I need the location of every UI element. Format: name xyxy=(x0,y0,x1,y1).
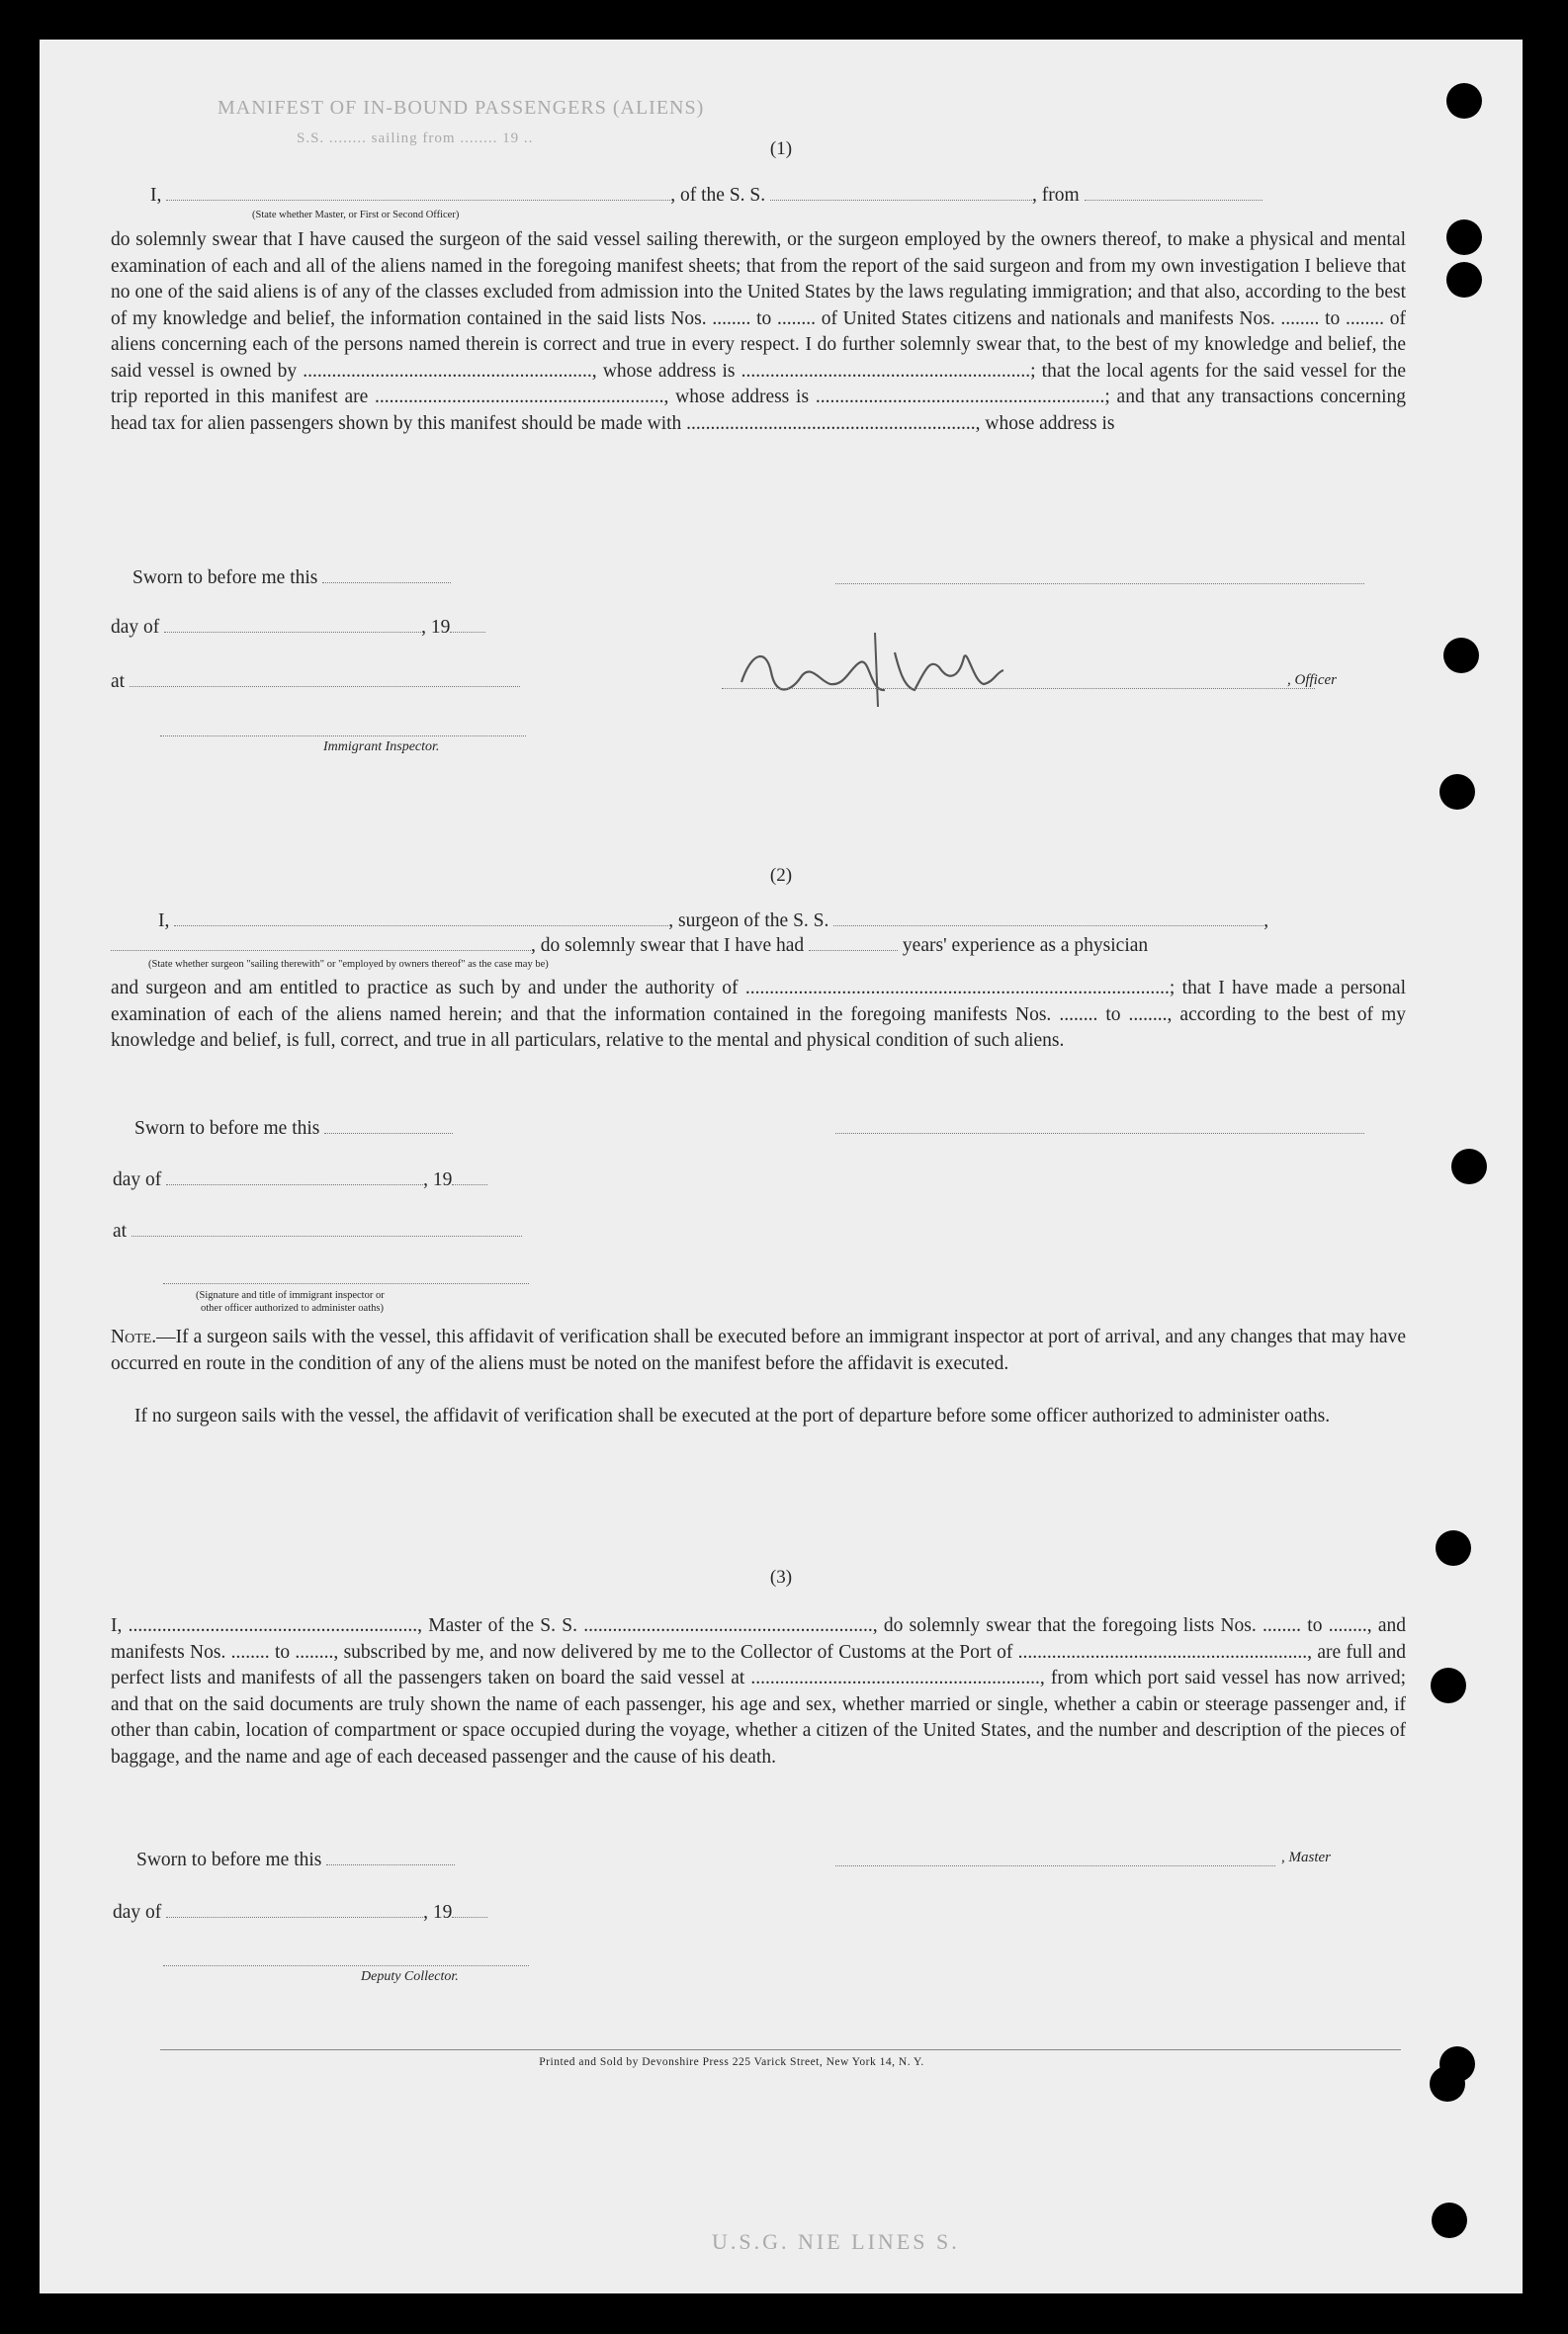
year-label: , 19 xyxy=(421,617,451,638)
note-text: —If a surgeon sails with the vessel, this affidavit of verification shall be executed before an immigrant inspector at port of arrival, and any changes that may have occurred en route in the condition of any of the aliens must be noted on the manifest before the affidavit is executed. xyxy=(111,1327,1406,1374)
faint-header xyxy=(218,97,704,120)
sworn-label: Sworn to before me this xyxy=(132,567,318,588)
s2-year-label: , 19 xyxy=(423,1169,453,1190)
surgeon-status-field[interactable] xyxy=(111,934,531,951)
sworn-line-1 xyxy=(132,566,451,589)
note-label: Note. xyxy=(111,1327,157,1347)
binder-hole-1 xyxy=(1446,83,1482,119)
master-label: , Master xyxy=(1281,1850,1331,1865)
ship-name-field[interactable] xyxy=(770,184,1032,201)
binder-hole-8 xyxy=(1431,1668,1466,1703)
s2-month-field[interactable] xyxy=(166,1168,423,1185)
binder-hole-5 xyxy=(1439,774,1475,810)
binder-hole-10 xyxy=(1430,2066,1465,2102)
at-place-field[interactable] xyxy=(130,670,520,687)
sworn-line-2 xyxy=(134,1117,453,1140)
at-label: at xyxy=(111,671,126,692)
s2-ship-name-field[interactable] xyxy=(833,909,1263,926)
footer-rule xyxy=(160,2049,1401,2050)
officer-label: , Officer xyxy=(1287,672,1337,688)
note-text-2: If no surgeon sails with the vessel, the affidavit of verification shall be executed at the port of departure before some officer authorized to administer oaths. xyxy=(134,1406,1331,1426)
s2-mid: , surgeon of the S. S. xyxy=(668,910,829,931)
officer-name-field[interactable] xyxy=(166,184,670,201)
deputy-signature-line[interactable] xyxy=(163,1965,529,1966)
at-line-2 xyxy=(113,1220,522,1243)
faint-bottom-stamp: U.S.G. NIE LINES S. xyxy=(712,2229,960,2254)
section-2-line2 xyxy=(111,934,1148,957)
section-3-number: (3) xyxy=(769,1567,793,1588)
sworn-line-3 xyxy=(136,1849,455,1871)
faint-header-line2: S.S. ........ sailing from ........ 19 .. xyxy=(297,130,534,146)
section-1-number: (1) xyxy=(769,138,793,159)
s3-year-label: , 19 xyxy=(423,1902,453,1923)
year-field[interactable] xyxy=(450,616,485,633)
month-field[interactable] xyxy=(164,616,421,633)
sworn-day-field[interactable] xyxy=(322,566,451,583)
master-signature-line[interactable] xyxy=(835,583,1364,584)
officer-rank-note: (State whether Master, or First or Second Officer) xyxy=(252,210,460,220)
s2-at-label: at xyxy=(113,1221,128,1242)
s3-month-field[interactable] xyxy=(166,1901,423,1918)
s2-prefix: I, xyxy=(158,910,170,931)
s3-sworn-day-field[interactable] xyxy=(326,1849,455,1865)
inspector-signature-line[interactable] xyxy=(160,735,526,736)
surgeon-note xyxy=(111,1325,1406,1377)
manifest-form-page xyxy=(40,40,1523,2293)
line1-end: , from xyxy=(1032,185,1080,206)
section-2-line1: I, , surgeon of the S. S. , xyxy=(158,910,1269,931)
s2-sworn-label: Sworn to before me this xyxy=(134,1118,320,1139)
surgeon-name-field[interactable] xyxy=(174,909,668,926)
s3-year-field[interactable] xyxy=(452,1901,487,1918)
surgeon-status-note: (State whether surgeon "sailing therewith" or "employed by owners thereof" as the case may be) xyxy=(148,959,549,970)
s2-sworn-day-field[interactable] xyxy=(324,1117,453,1134)
binder-hole-7 xyxy=(1436,1530,1471,1566)
faint-header-line1: MANIFEST OF IN-BOUND PASSENGERS (ALIENS) xyxy=(218,97,705,119)
section-3-body: I, ............................................................, Master of the S. S. ............................................................, do solemnly swear that the foregoing lists Nos. ........ to ........, and manifests Nos. ........ to ........, subscribed by me, and now delivered by me to the Collector of Customs at the Port of ............................................................, are full and perfect lists and manifests of all the passengers taken on board the said vessel at ............................................................, from which port said vessel has now arrived; and that on the said documents are truly shown the name of each passenger, his age and sex, whether married or single, whether a cabin or steerage passenger and, if other than cabin, location of compartment or space occupied during the voyage, whether a citizen of the United States, and the number and description of the pieces of baggage, and the name and age of each deceased passenger and the cause of his death. xyxy=(111,1615,1406,1768)
binder-hole-11 xyxy=(1432,2203,1467,2238)
binder-hole-2 xyxy=(1446,219,1482,255)
s2-day-of-label: day of xyxy=(113,1169,162,1190)
s2-sig-note-1: (Signature and title of immigrant inspector or xyxy=(196,1290,385,1301)
binder-hole-4 xyxy=(1443,638,1479,673)
day-of-line-2 xyxy=(113,1168,487,1191)
s2-line2-end: years' experience as a physician xyxy=(902,935,1149,956)
surgeon-signature-line[interactable] xyxy=(835,1133,1364,1134)
s2-year-field[interactable] xyxy=(452,1168,487,1185)
section-2-body: and surgeon and am entitled to practice as such by and under the authority of ........................................................................................; that I have made a personal examination of each of the aliens named herein; and that the information contained in the foregoing manifests Nos. ........ to ........, according to the best of my knowledge and belief, is full, correct, and true in all particulars, relative to the mental and physical condition of such aliens. xyxy=(111,978,1406,1051)
s2-sig-note-2: other officer authorized to administer oaths) xyxy=(201,1303,384,1314)
day-of-line-3 xyxy=(113,1901,487,1924)
no-surgeon-note xyxy=(111,1404,1406,1430)
immigrant-inspector-label: Immigrant Inspector. xyxy=(323,739,440,754)
line1-prefix: I, xyxy=(150,185,162,206)
s2-at-place-field[interactable] xyxy=(131,1220,522,1237)
from-port-field[interactable] xyxy=(1085,184,1263,201)
printer-imprint: Printed and Sold by Devonshire Press 225 Varick Street, New York 14, N. Y. xyxy=(539,2056,924,2068)
section-1-body: do solemnly swear that I have caused the surgeon of the said vessel sailing therewith, or the surgeon employed by the owners thereof, to make a physical and mental examination of each and all of the aliens named in the foregoing manifest sheets; that from the report of the said surgeon and from my own investigation I believe that no one of the said aliens is of any of the classes excluded from admission into the United States by the laws regulating immigration; and that also, according to the best of my knowledge and belief, the information contained in the said lists Nos. ........ to ........ of United States citizens and nationals and manifests Nos. ........ to ........ of aliens concerning each of the persons named therein is correct and true in every respect. I do further solemnly swear that, to the best of my knowledge and belief, the said vessel is owned by ............................................................, whose address is ............................................................; that the local agents for the said vessel for the trip reported in this manifest are ............................................................, whose address is ............................................................; and that any transactions concerning head tax for alien passengers shown by this manifest should be made with ............................................................, whose address is xyxy=(111,229,1406,434)
at-line-1 xyxy=(111,670,520,693)
binder-hole-3 xyxy=(1446,262,1482,298)
day-of-line-1 xyxy=(111,616,485,639)
s3-master-signature-line[interactable] xyxy=(835,1865,1275,1866)
s2-line2-mid: , do solemnly swear that I have had xyxy=(531,935,805,956)
officer-signature xyxy=(722,613,1048,722)
s3-sworn-label: Sworn to before me this xyxy=(136,1850,322,1870)
s3-day-of-label: day of xyxy=(113,1902,162,1923)
day-of-label: day of xyxy=(111,617,160,638)
s2-inspector-signature-line[interactable] xyxy=(163,1283,529,1284)
years-experience-field[interactable] xyxy=(809,934,898,951)
section-1-line1 xyxy=(150,184,1263,207)
section-2-number: (2) xyxy=(769,865,793,886)
deputy-collector-label: Deputy Collector. xyxy=(361,1969,459,1984)
binder-hole-6 xyxy=(1451,1149,1487,1184)
line1-mid: , of the S. S. xyxy=(670,185,766,206)
officer-signature-line[interactable] xyxy=(722,688,1315,689)
